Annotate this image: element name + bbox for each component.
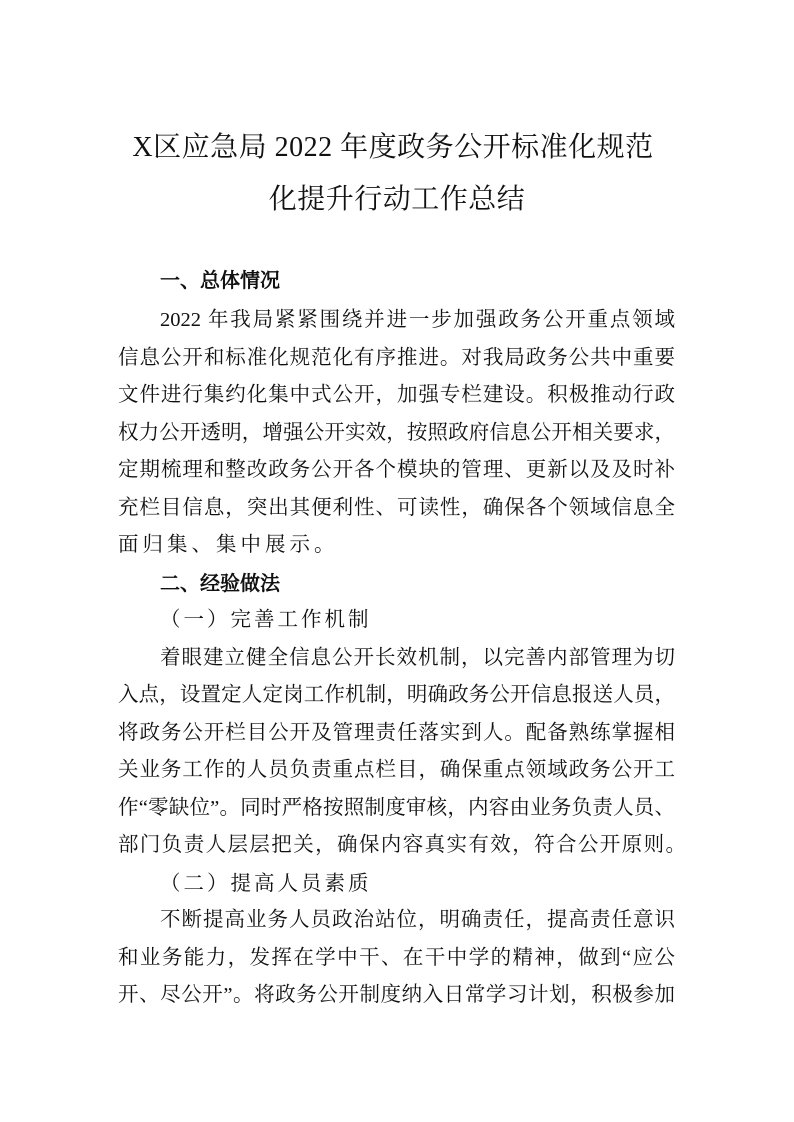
paragraph-line: 充栏目信息，突出其便利性、可读性，确保各个领域信息全 — [118, 497, 675, 519]
section-heading: 一、总体情况 — [160, 268, 280, 292]
title-line-2: 化提升行动工作总结 — [268, 184, 526, 215]
paragraph-line: 面归集、集中展示。 — [118, 534, 339, 556]
paragraph-line: 作“零缺位”。同时严格按照制度审核，内容由业务负责人员、 — [118, 797, 675, 819]
paragraph-line: 信息公开和标准化规范化有序推进。对我局政务公共中重要 — [118, 347, 675, 369]
title-line-1: X区应急局 2022 年度政务公开标准化规范 — [132, 132, 654, 163]
paragraph-line: 定期梳理和整改政务公开各个模块的管理、更新以及及时补 — [118, 459, 675, 481]
paragraph-line: 将政务公开栏目公开及管理责任落实到人。配备熟练掌握相 — [118, 722, 675, 744]
paragraph-line: 文件进行集约化集中式公开，加强专栏建设。积极推动行政 — [118, 384, 675, 406]
paragraph-line: 入点，设置定人定岗工作机制，明确政务公开信息报送人员， — [118, 684, 675, 706]
paragraph-line: 部门负责人层层把关，确保内容真实有效，符合公开原则。 — [118, 834, 688, 856]
subsection-heading: （一）完善工作机制 — [160, 609, 372, 631]
paragraph-line: 2022 年我局紧紧围绕并进一步加强政务公开重点领域 — [160, 309, 675, 331]
subsection-heading: （二）提高人员素质 — [160, 873, 372, 895]
paragraph-line: 开、尽公开”。将政务公开制度纳入日常学习计划，积极参加 — [118, 984, 675, 1006]
paragraph-line: 不断提高业务人员政治站位，明确责任，提高责任意识 — [160, 909, 675, 931]
paragraph-line: 着眼建立健全信息公开长效机制，以完善内部管理为切 — [160, 647, 675, 669]
paragraph-line: 关业务工作的人员负责重点栏目，确保重点领域政务公开工 — [118, 759, 675, 781]
section-heading: 二、经验做法 — [160, 571, 280, 595]
paragraph-line: 和业务能力，发挥在学中干、在干中学的精神，做到“应公 — [118, 947, 675, 969]
paragraph-line: 权力公开透明，增强公开实效，按照政府信息公开相关要求， — [118, 422, 675, 444]
